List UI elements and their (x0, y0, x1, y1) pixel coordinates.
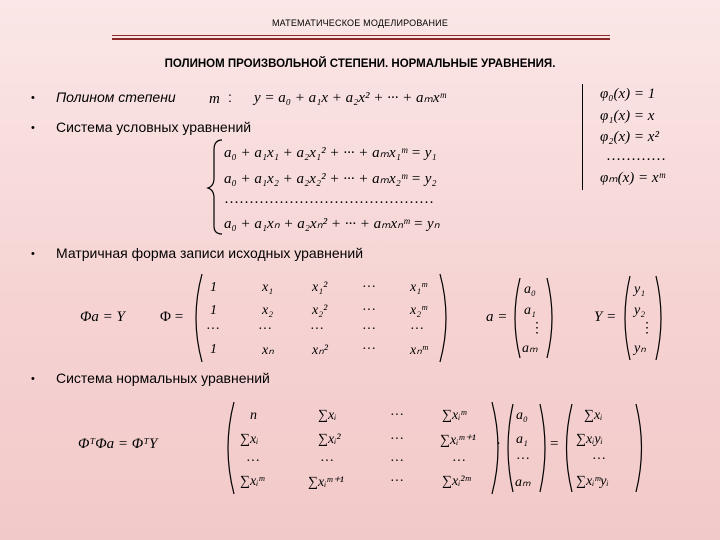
normal-rhs-paren-right (636, 404, 642, 492)
normal-a-item: ··· (516, 452, 530, 467)
system-eq-2: a₀ + a₁x₂ + a₂x₂² + ··· + aₘx₂ᵐ = y₂ (224, 171, 437, 187)
a-paren-left (515, 278, 520, 358)
item-1-colon: : (228, 89, 232, 105)
item-1-text: Полином степени (56, 89, 176, 105)
normal-equals: = (550, 436, 559, 452)
normal-cell: ∑xᵢᵐ (240, 474, 265, 489)
basis-m: φₘ(x) = xᵐ (600, 170, 665, 186)
item-2-text: Система условных уравнений (56, 119, 252, 135)
phi-cell: ··· (258, 322, 272, 337)
basis-0: φ₀(x) = 1 (600, 86, 656, 102)
normal-cell: ··· (320, 454, 334, 469)
normal-a-item: aₘ (515, 475, 531, 490)
polynomial-formula: y = a₀ + a₁x + a₂x² + ··· + aₘxᵐ (254, 90, 446, 106)
a-label: a = (486, 309, 508, 325)
phi-cell: 1 (210, 342, 217, 357)
normal-rhs-item: ∑xᵢᵐyᵢ (576, 474, 609, 489)
phi-cell: x₂ᵐ (410, 303, 427, 318)
system-eq-1: a₀ + a₁x₁ + a₂x₁² + ··· + aₘx₁ᵐ = y₁ (224, 145, 437, 161)
system-eq-dots: …………………………………… (224, 191, 434, 207)
a-paren-right (547, 278, 552, 358)
phi-cell: x₂ (262, 303, 274, 318)
item-3-text: Матричная форма записи исходных уравнений (56, 245, 364, 261)
a-vector-item: a₀ (524, 282, 536, 297)
normal-a-paren-right (540, 404, 545, 492)
phi-paren-right (440, 274, 446, 362)
phi-cell: ··· (362, 322, 376, 337)
phi-cell: x₂² (312, 303, 328, 318)
normal-rhs-item: ∑xᵢ (584, 408, 603, 423)
basis-2: φ₂(x) = x² (600, 129, 659, 145)
normal-a-paren-left (508, 404, 513, 492)
bullet-3: • (31, 248, 35, 260)
phi-cell: 1 (210, 280, 217, 295)
bullet-1: • (31, 92, 35, 104)
normal-cell: ··· (390, 408, 404, 423)
phi-label: Φ = (160, 309, 184, 325)
normal-cell: ··· (390, 454, 404, 469)
bullet-2: • (31, 122, 35, 134)
basis-dots: ………… (606, 148, 666, 164)
normal-cell: ··· (452, 454, 466, 469)
normal-cell: ∑xᵢᵐ⁺¹ (308, 475, 344, 490)
normal-cell: ∑xᵢ²ᵐ (442, 474, 471, 489)
phi-cell: x₁² (312, 280, 328, 295)
y-paren-left (625, 276, 630, 360)
normal-cell: ∑xᵢ (240, 432, 259, 447)
normal-a-item: a₀ (516, 408, 528, 423)
normal-cell: ··· (246, 454, 260, 469)
normal-rhs-item: ∑xᵢyᵢ (576, 432, 603, 447)
matrix-equation: Φa = Y (80, 309, 125, 325)
y-vector-item: y₂ (634, 303, 646, 318)
y-label: Y = (594, 309, 617, 325)
phi-cell: x₁ (262, 280, 274, 295)
normal-paren-left (228, 402, 234, 494)
phi-cell: ··· (362, 342, 376, 357)
normal-cell: ··· (390, 432, 404, 447)
normal-cell: ∑xᵢ (318, 408, 337, 423)
phi-cell: 1 (210, 303, 217, 318)
y-paren-right (656, 276, 661, 360)
phi-cell: ··· (362, 303, 376, 318)
a-vector-item: aₘ (522, 341, 538, 356)
phi-cell: ··· (410, 322, 424, 337)
normal-rhs-item: ··· (592, 452, 606, 467)
phi-paren-left (196, 274, 202, 362)
normal-dot: · (496, 436, 501, 452)
y-vector-item: ⋮ (640, 321, 654, 336)
normal-cell: ··· (390, 474, 404, 489)
system-eq-n: a₀ + a₁xₙ + a₂xₙ² + ··· + aₘxₙᵐ = yₙ (224, 216, 440, 232)
normal-equation: ΦᵀΦa = ΦᵀY (78, 436, 158, 452)
normal-cell: ∑xᵢ² (318, 432, 341, 447)
y-vector-item: y₁ (634, 282, 646, 297)
y-vector-item: yₙ (634, 341, 646, 356)
phi-cell: x₁ᵐ (410, 280, 427, 295)
basis-1: φ₁(x) = x (600, 108, 655, 124)
phi-cell: xₙ (262, 343, 274, 358)
item-1-var: m (209, 91, 220, 107)
normal-cell: ∑xᵢᵐ (442, 408, 467, 423)
phi-cell: xₙᵐ (410, 343, 428, 358)
phi-cell: ··· (310, 322, 324, 337)
normal-a-item: a₁ (516, 432, 528, 447)
a-vector-item: ⋮ (530, 321, 544, 336)
slide-title: ПОЛИНОМ ПРОИЗВОЛЬНОЙ СТЕПЕНИ. НОРМАЛЬНЫЕ УРАВНЕНИЯ. (164, 58, 556, 70)
system-brace (208, 140, 222, 234)
normal-cell: n (250, 408, 257, 423)
normal-rhs-paren-left (567, 404, 573, 492)
slide-header: МАТЕМАТИЧЕСКОЕ МОДЕЛИРОВАНИЕ (271, 18, 449, 28)
phi-cell: ··· (206, 322, 220, 337)
normal-cell: ∑xᵢᵐ⁺¹ (440, 433, 476, 448)
item-4-text: Система нормальных уравнений (56, 370, 270, 386)
a-vector-item: a₁ (524, 303, 536, 318)
phi-cell: ··· (362, 280, 376, 295)
phi-cell: xₙ² (312, 343, 328, 358)
bullet-4: • (31, 373, 35, 385)
